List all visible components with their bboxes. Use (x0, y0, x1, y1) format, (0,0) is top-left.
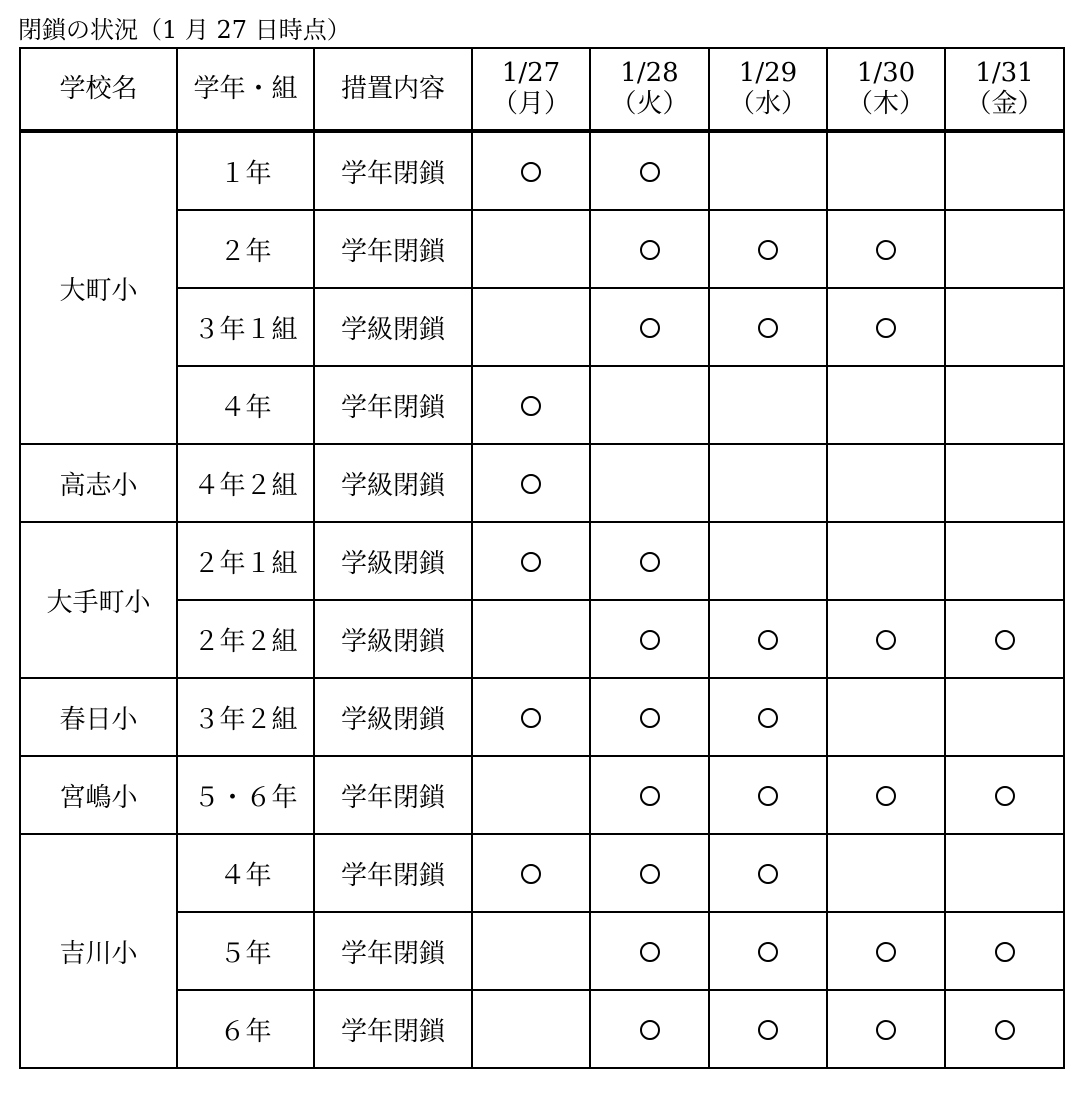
header-date-label: 1/28 (620, 58, 679, 88)
closed-circle-icon (521, 864, 541, 884)
day-cell-1 (590, 678, 709, 756)
day-cell-0 (472, 444, 590, 522)
measure-cell: 学年閉鎖 (314, 912, 472, 990)
closed-circle-icon (640, 630, 660, 650)
day-cell-4 (945, 366, 1064, 444)
measure-cell: 学級閉鎖 (314, 522, 472, 600)
grade-class-cell: ３年２組 (177, 678, 314, 756)
closed-circle-icon (995, 1020, 1015, 1040)
page-title: 閉鎖の状況（1 月 27 日時点） (18, 16, 351, 44)
header-date-4 (945, 48, 1064, 131)
day-cell-4 (945, 834, 1064, 912)
closed-circle-icon (521, 162, 541, 182)
day-cell-1 (590, 210, 709, 288)
header-date-label: 1/31 (975, 58, 1034, 88)
header-date-2 (709, 48, 827, 131)
closed-circle-icon (640, 552, 660, 572)
closed-circle-icon (876, 942, 896, 962)
day-cell-0 (472, 990, 590, 1068)
table-row (20, 912, 1064, 990)
closure-table (19, 47, 1065, 1069)
closed-circle-icon (876, 318, 896, 338)
day-cell-4 (945, 756, 1064, 834)
day-cell-3 (827, 912, 945, 990)
day-cell-3 (827, 366, 945, 444)
day-cell-1 (590, 912, 709, 990)
day-cell-2 (709, 990, 827, 1068)
day-cell-1 (590, 366, 709, 444)
table-row (20, 678, 1064, 756)
closed-circle-icon (521, 552, 541, 572)
day-cell-3 (827, 756, 945, 834)
day-cell-3 (827, 678, 945, 756)
table-row (20, 600, 1064, 678)
table-body (20, 131, 1064, 1068)
header-date-label: 1/27 (501, 58, 561, 88)
day-cell-1 (590, 600, 709, 678)
day-cell-3 (827, 288, 945, 366)
measure-cell: 学級閉鎖 (314, 288, 472, 366)
closed-circle-icon (640, 942, 660, 962)
closed-circle-icon (521, 708, 541, 728)
table-row (20, 131, 1064, 210)
closed-circle-icon (640, 786, 660, 806)
grade-class-cell: １年 (177, 131, 314, 210)
day-cell-4 (945, 678, 1064, 756)
header-weekday-label: （月） (491, 89, 570, 119)
day-cell-1 (590, 131, 709, 210)
table-row (20, 288, 1064, 366)
grade-class-cell: ４年２組 (177, 444, 314, 522)
table-row (20, 366, 1064, 444)
grade-class-cell: ２年２組 (177, 600, 314, 678)
school-name-cell: 春日小 (20, 678, 177, 756)
day-cell-1 (590, 444, 709, 522)
measure-cell: 学年閉鎖 (314, 131, 472, 210)
day-cell-2 (709, 131, 827, 210)
day-cell-0 (472, 600, 590, 678)
day-cell-3 (827, 990, 945, 1068)
closed-circle-icon (876, 630, 896, 650)
day-cell-3 (827, 834, 945, 912)
header-date-label: 1/30 (856, 58, 916, 88)
header-date-1 (590, 48, 709, 131)
grade-class-cell: ５年 (177, 912, 314, 990)
grade-class-cell: ４年 (177, 834, 314, 912)
day-cell-0 (472, 288, 590, 366)
measure-cell: 学級閉鎖 (314, 600, 472, 678)
day-cell-1 (590, 834, 709, 912)
table-row (20, 210, 1064, 288)
day-cell-2 (709, 678, 827, 756)
closed-circle-icon (758, 942, 778, 962)
header-row (20, 48, 1064, 131)
day-cell-3 (827, 210, 945, 288)
day-cell-4 (945, 444, 1064, 522)
day-cell-2 (709, 522, 827, 600)
closed-circle-icon (758, 630, 778, 650)
day-cell-2 (709, 600, 827, 678)
day-cell-2 (709, 756, 827, 834)
closed-circle-icon (640, 1020, 660, 1040)
day-cell-0 (472, 131, 590, 210)
school-name-cell: 高志小 (20, 444, 177, 522)
closed-circle-icon (521, 474, 541, 494)
day-cell-0 (472, 366, 590, 444)
grade-class-cell: ２年 (177, 210, 314, 288)
closed-circle-icon (876, 786, 896, 806)
table-row (20, 522, 1064, 600)
measure-cell: 学年閉鎖 (314, 756, 472, 834)
grade-class-cell: ２年１組 (177, 522, 314, 600)
day-cell-4 (945, 288, 1064, 366)
day-cell-3 (827, 444, 945, 522)
school-name-cell: 宮嶋小 (20, 756, 177, 834)
closed-circle-icon (758, 318, 778, 338)
grade-class-cell: ６年 (177, 990, 314, 1068)
closed-circle-icon (640, 708, 660, 728)
header-weekday-label: （木） (846, 89, 925, 119)
table-row (20, 756, 1064, 834)
header-date-3 (827, 48, 945, 131)
measure-cell: 学年閉鎖 (314, 210, 472, 288)
day-cell-1 (590, 522, 709, 600)
header-weekday-label: （金） (965, 89, 1044, 119)
header-grade: 学年・組 (177, 48, 314, 131)
day-cell-0 (472, 834, 590, 912)
measure-cell: 学級閉鎖 (314, 678, 472, 756)
table-row (20, 990, 1064, 1068)
day-cell-0 (472, 210, 590, 288)
closed-circle-icon (640, 240, 660, 260)
measure-cell: 学年閉鎖 (314, 366, 472, 444)
day-cell-1 (590, 990, 709, 1068)
day-cell-2 (709, 288, 827, 366)
closed-circle-icon (876, 240, 896, 260)
grade-class-cell: ３年１組 (177, 288, 314, 366)
grade-class-cell: ４年 (177, 366, 314, 444)
grade-class-cell: ５・６年 (177, 756, 314, 834)
closed-circle-icon (521, 396, 541, 416)
day-cell-4 (945, 210, 1064, 288)
closed-circle-icon (758, 864, 778, 884)
day-cell-4 (945, 912, 1064, 990)
measure-cell: 学年閉鎖 (314, 990, 472, 1068)
closed-circle-icon (758, 240, 778, 260)
table-row (20, 444, 1064, 522)
day-cell-1 (590, 756, 709, 834)
day-cell-4 (945, 131, 1064, 210)
day-cell-3 (827, 522, 945, 600)
day-cell-4 (945, 600, 1064, 678)
day-cell-2 (709, 444, 827, 522)
day-cell-0 (472, 912, 590, 990)
day-cell-0 (472, 678, 590, 756)
closed-circle-icon (876, 1020, 896, 1040)
table-row (20, 834, 1064, 912)
school-name-cell: 大町小 (20, 131, 177, 444)
measure-cell: 学級閉鎖 (314, 444, 472, 522)
header-weekday-label: （水） (728, 89, 807, 119)
closed-circle-icon (995, 786, 1015, 806)
header-date-0 (472, 48, 590, 131)
day-cell-4 (945, 990, 1064, 1068)
day-cell-2 (709, 834, 827, 912)
closed-circle-icon (758, 1020, 778, 1040)
closed-circle-icon (758, 786, 778, 806)
header-school: 学校名 (20, 48, 177, 131)
day-cell-2 (709, 366, 827, 444)
day-cell-0 (472, 756, 590, 834)
day-cell-1 (590, 288, 709, 366)
school-name-cell: 大手町小 (20, 522, 177, 678)
day-cell-3 (827, 600, 945, 678)
closed-circle-icon (995, 630, 1015, 650)
closed-circle-icon (640, 864, 660, 884)
header-measure: 措置内容 (314, 48, 472, 131)
header-date-label: 1/29 (738, 58, 798, 88)
day-cell-2 (709, 210, 827, 288)
day-cell-0 (472, 522, 590, 600)
day-cell-2 (709, 912, 827, 990)
measure-cell: 学年閉鎖 (314, 834, 472, 912)
closed-circle-icon (640, 318, 660, 338)
day-cell-3 (827, 131, 945, 210)
closed-circle-icon (640, 162, 660, 182)
school-name-cell: 吉川小 (20, 834, 177, 1068)
closed-circle-icon (995, 942, 1015, 962)
day-cell-4 (945, 522, 1064, 600)
header-weekday-label: （火） (610, 89, 689, 119)
closed-circle-icon (758, 708, 778, 728)
